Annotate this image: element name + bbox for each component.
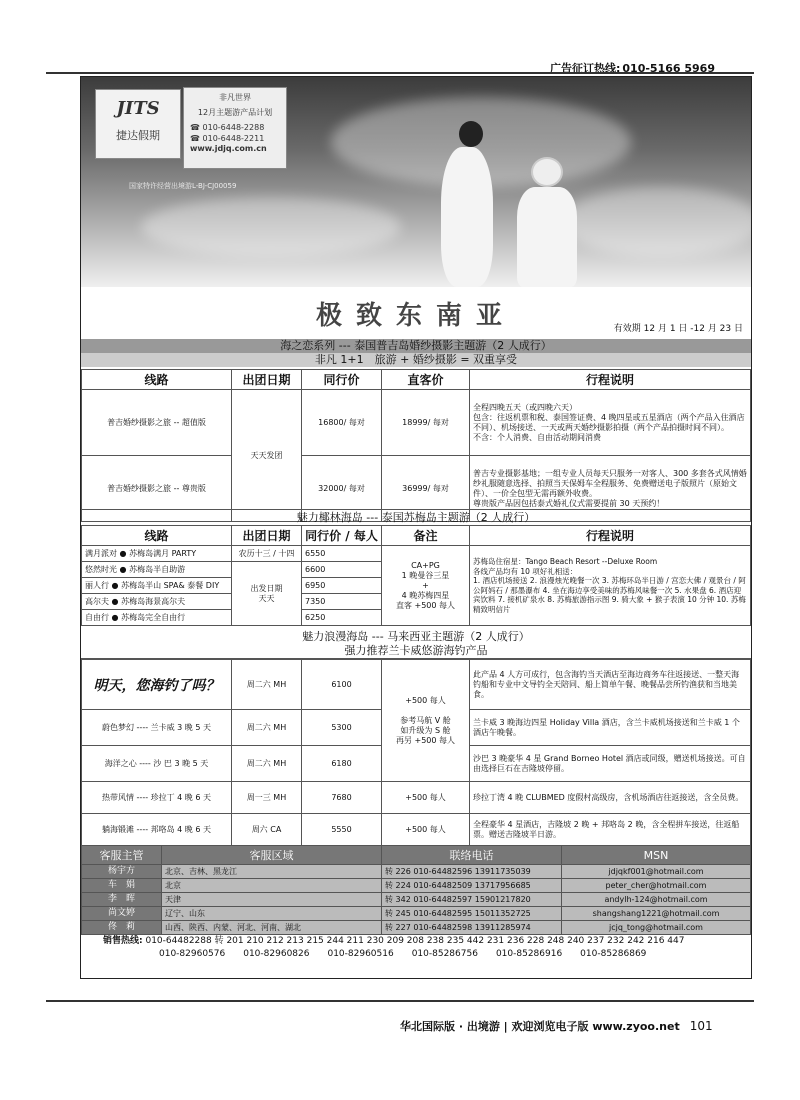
direct-price: 36999/ 每对 — [382, 456, 470, 522]
groom-head — [459, 121, 483, 147]
fax-icon-line: ☎ 010-6448-2211 — [190, 134, 265, 143]
desc-cell: 苏梅岛住宿星：Tango Beach Resort --Deluxe Room 各线产品均有 10 项好礼相送： 1. 酒店机场接送 2. 浪漫烛光晚餐一次 3. 苏梅环岛半日游 / 宫恋大佛 / 观景台 / 阿公阿妈石 / 那墨瀑布 4. 坐在海边享受美味的苏梅风味餐一次 5. 水果盘 6. 酒店迎宾饮料 7. 接机矿泉水 8. 苏梅旅游指示图 9. 骑大象 + 猴子表演 10 分钟 10. 苏梅精致明信片 — [470, 546, 751, 626]
contact-msn[interactable]: shangshang1221@hotmail.com — [562, 907, 751, 921]
logo-jits: JITS — [116, 98, 160, 119]
desc-cell: 珍拉丁湾 4 晚 CLUBMED 度假村高级房，含机场酒店往返接送，含全员费。 — [470, 782, 751, 814]
route-cell: 普吉婚纱摄影之旅 -- 超值版 — [82, 390, 232, 456]
sec3-banner: 魅力浪漫海岛 --- 马来西亚主题游（2 人成行） — [302, 630, 530, 643]
contact-msn[interactable]: andylh-124@hotmail.com — [562, 893, 751, 907]
th-area: 客服区域 — [162, 846, 382, 865]
date-cell: 出发日期 天天 — [232, 562, 302, 626]
page-number: 101 — [689, 1019, 713, 1033]
bride-figure — [517, 187, 577, 287]
sales-label: 销售热线: — [103, 936, 143, 946]
table-row — [82, 782, 751, 814]
route-cell: 丽人行 ● 苏梅岛半山 SPA& 泰餐 DIY — [82, 578, 232, 594]
desc-cell: 普吉专业摄影基地；一组专业人员每天只服务一对客人、300 多套各式风情婚纱礼服随意选择、拍照当天保姆车全程服务、免费赠送电子版照片（原始文件）、一价全包型无需再额外收费。 尊贵版产品因包括泰式婚礼仪式需要提前 30 天预约！ — [470, 456, 751, 522]
price-cell: 5550 — [302, 814, 382, 846]
logo-info-box — [183, 87, 287, 169]
date-cell: 周二六 MH — [232, 660, 302, 710]
note-cell: +500 每人 — [382, 814, 470, 846]
contact-phone: 转 224 010-64482509 13717956685 — [382, 879, 562, 893]
top-rule — [46, 72, 754, 74]
table-row — [82, 546, 751, 562]
th-trade: 同行价 — [302, 370, 382, 390]
contact-area: 北京、吉林、黑龙江 — [162, 865, 382, 879]
contact-msn[interactable]: jcjq_tong@hotmail.com — [562, 921, 751, 935]
route-cell: 自由行 ● 苏梅岛完全自由行 — [82, 610, 232, 626]
contact-phone: 转 245 010-64482595 15011352725 — [382, 907, 562, 921]
route-cell: 悠然时光 ● 苏梅岛半自助游 — [82, 562, 232, 578]
sec3-subbanner: 强力推荐兰卡威悠游海钓产品 — [81, 643, 751, 659]
logo-phone-1: 010-6448-2288 — [202, 123, 265, 132]
logo-plan: 12月主题游产品计划 — [197, 108, 273, 117]
sec1-subbanner: 非凡 1+1 旅游 + 婚纱摄影 = 双重享受 — [81, 353, 751, 367]
license-text: 国家特许经营出境游L-BJ-CJ00059 — [129, 182, 237, 190]
sec2-banner: 魅力椰林海岛 --- 泰国苏梅岛主题游（2 人成行） — [81, 509, 751, 526]
contact-name: 尚文婷 — [82, 907, 162, 921]
th-route: 线路 — [82, 370, 232, 390]
route-cell: 高尔夫 ● 苏梅岛海景高尔夫 — [82, 594, 232, 610]
ad-label: 广告征订热线: — [550, 62, 621, 75]
sec2-table — [81, 525, 751, 626]
contact-msn[interactable]: jdjqkf001@hotmail.com — [562, 865, 751, 879]
route-cell: 热带风情 ---- 珍拉丁 4 晚 6 天 — [82, 782, 232, 814]
note-text: +500 每人 参考马航 V 舱 如升级为 S 舱 再另 +500 每人 — [395, 695, 456, 745]
table-row — [82, 814, 751, 846]
price-cell: 6250 — [302, 610, 382, 626]
route-cell: 普吉婚纱摄影之旅 -- 尊贵版 — [82, 456, 232, 522]
trade-price: 32000/ 每对 — [302, 456, 382, 522]
sec1-table — [81, 369, 751, 522]
table-row — [82, 893, 751, 907]
table-row — [82, 660, 751, 710]
desc-cell: 兰卡威 3 晚海边四星 Holiday Villa 酒店，含兰卡威机场接送和兰卡威 1 个酒店午晚餐。 — [470, 710, 751, 746]
contact-area: 山西、陕西、内蒙、河北、河南、湖北 — [162, 921, 382, 935]
route-cell: 海洋之心 ---- 沙 巴 3 晚 5 天 — [82, 746, 232, 782]
logo-web: www.jdjq.com.cn — [190, 144, 267, 153]
date-cell: 农历十三 / 十四 — [232, 546, 302, 562]
date-cell: 周二六 MH — [232, 746, 302, 782]
contact-table — [81, 845, 751, 935]
trade-price: 16800/ 每对 — [302, 390, 382, 456]
th-date: 出团日期 — [232, 370, 302, 390]
route-cell: 蔚色梦幻 ---- 兰卡威 3 晚 5 天 — [82, 710, 232, 746]
table-row — [82, 879, 751, 893]
contact-phone: 转 342 010-64482597 15901217820 — [382, 893, 562, 907]
sales-line-2: 010-82960576 010-82960826 010-82960516 010-85286756 010-85286916 010-85286869 — [159, 949, 647, 959]
contact-area: 北京 — [162, 879, 382, 893]
contact-area: 辽宁、山东 — [162, 907, 382, 921]
price-cell: 5300 — [302, 710, 382, 746]
date-cell: 周一三 MH — [232, 782, 302, 814]
sales-line-1: 010-64482288 转 201 210 212 213 215 244 211 230 209 208 238 235 442 231 236 228 248 240 237 232 242 216 447 — [145, 936, 685, 946]
note-cell: +500 每人 — [382, 782, 470, 814]
date-cell: 周二六 MH — [232, 710, 302, 746]
th-price: 同行价 / 每人 — [302, 526, 382, 546]
logo-name: 捷达假期 — [116, 129, 160, 142]
footer-text: 华北国际版 · 出境游 | 欢迎浏览电子版 www.zyoo.net — [400, 1020, 680, 1033]
contact-name: 杨宇方 — [82, 865, 162, 879]
note-cell: CA+PG 1 晚曼谷三星 + 4 晚苏梅四星 直客 +500 每人 — [382, 546, 470, 626]
price-cell: 6950 — [302, 578, 382, 594]
table-row — [82, 907, 751, 921]
bride-head — [531, 157, 563, 187]
valid-period: 有效期 12 月 1 日 -12 月 23 日 — [613, 324, 743, 334]
route-cell: 满月派对 ● 苏梅岛满月 PARTY — [82, 546, 232, 562]
logo-slogan: 非凡世界 — [219, 93, 251, 102]
desc-cell: 此产品 4 人方可成行，包含海钓当天酒店至海边商务车往返接送、一整天海钓船和专业中文导钓全天陪同、船上简单午餐、晚餐品尝所钓渔获和当地美食。 — [470, 660, 751, 710]
logo-phone-2: 010-6448-2211 — [202, 134, 265, 143]
table-row — [82, 865, 751, 879]
page-title: 极致东南亚 — [315, 301, 516, 331]
contact-msn[interactable]: peter_cher@hotmail.com — [562, 879, 751, 893]
price-cell: 6550 — [302, 546, 382, 562]
th-desc: 行程说明 — [470, 370, 751, 390]
contact-phone: 转 227 010-64482598 13911285974 — [382, 921, 562, 935]
th-manager: 客服主管 — [82, 846, 162, 865]
sec3-table — [81, 659, 751, 846]
contact-name: 李 晖 — [82, 893, 162, 907]
advert-frame — [80, 76, 752, 979]
contact-name: 车 娟 — [82, 879, 162, 893]
route-cell: 躺海锻滩 ---- 邦咯岛 4 晚 6 天 — [82, 814, 232, 846]
jits-logo — [95, 89, 181, 159]
date-cell: 天天发团 — [232, 390, 302, 522]
desc-cell: 沙巴 3 晚豪华 4 星 Grand Borneo Hotel 酒店或同级，赠送机场接送。可自由选择巨石在吉隆坡停留。 — [470, 746, 751, 782]
phone-icon-line: ☎ 010-6448-2288 — [190, 123, 265, 132]
contact-phone: 转 226 010-64482596 13911735039 — [382, 865, 562, 879]
footer — [400, 1018, 713, 1034]
th-route: 线路 — [82, 526, 232, 546]
price-cell: 7680 — [302, 782, 382, 814]
ad-phone: 010-5166 5969 — [622, 62, 715, 75]
contact-area: 天津 — [162, 893, 382, 907]
contact-name: 佟 莉 — [82, 921, 162, 935]
desc-cell: 全程四晚五天（或四晚六天） 包含：往返机票和税、泰国签证费、4 晚四星或五星酒店（两个产品入住酒店不同）、机场接送、一天或两天婚纱摄影拍摄（两个产品拍摄时间不同）。 不含：个人消费、自由活动期间消费 — [470, 390, 751, 456]
direct-price: 18999/ 每对 — [382, 390, 470, 456]
hero-photo — [81, 77, 751, 287]
route-cell: 明天，您海钓了吗？ — [82, 660, 232, 710]
desc-cell: 全程豪华 4 星酒店，吉隆坡 2 晚 + 邦咯岛 2 晚，含全程拼车接送，往返船票。赠送吉隆坡半日游。 — [470, 814, 751, 846]
price-cell: 6180 — [302, 746, 382, 782]
price-cell: 7350 — [302, 594, 382, 610]
th-direct: 直客价 — [382, 370, 470, 390]
price-cell: 6100 — [302, 660, 382, 710]
th-msn: MSN — [562, 846, 751, 865]
price-cell: 6600 — [302, 562, 382, 578]
th-note: 备注 — [382, 526, 470, 546]
th-phone: 联络电话 — [382, 846, 562, 865]
note-cell — [382, 660, 470, 782]
bottom-rule — [46, 1000, 754, 1002]
date-cell: 周六 CA — [232, 814, 302, 846]
sec1-banner: 海之恋系列 --- 泰国普吉岛婚纱摄影主题游（2 人成行） — [81, 339, 751, 353]
table-row — [82, 921, 751, 935]
th-desc: 行程说明 — [470, 526, 751, 546]
th-date: 出团日期 — [232, 526, 302, 546]
table-row — [82, 390, 751, 456]
sales-hotline — [103, 935, 743, 961]
groom-figure — [441, 147, 493, 287]
